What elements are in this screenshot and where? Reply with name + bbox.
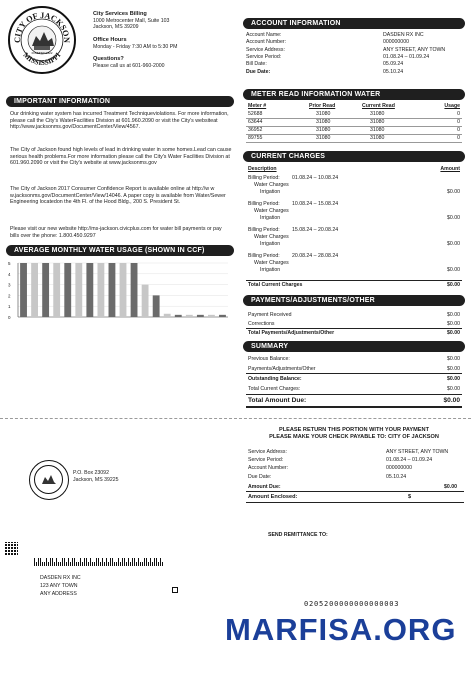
total-payments-label: Total Payments/Adjustments/Other (248, 330, 335, 336)
office-hours-label: Office Hours (93, 36, 127, 43)
meter-cell: 0 (457, 127, 460, 133)
charge-line-irrigation: Irrigation (260, 241, 281, 247)
amount-enclosed-label: Amount Enclosed: (248, 494, 298, 500)
remit-po-box: P.O. Box 23092 (73, 470, 109, 476)
current-charges-header: CURRENT CHARGES (243, 151, 465, 162)
charge-line-water: Water Charges (254, 234, 289, 240)
charge-amount: $0.00 (447, 189, 460, 195)
charge-amount: $0.00 (447, 241, 460, 247)
customer-street: 123 ANY TOWN (40, 583, 78, 589)
city-address-2: Jackson, MS 39209 (93, 24, 139, 31)
billing-period-label: Billing Period: (248, 175, 280, 181)
charge-amount: $0.00 (447, 215, 460, 221)
account-row-label: Account Number: (246, 39, 287, 46)
meter-row-divider (246, 134, 462, 135)
qr-code-small (172, 587, 178, 593)
account-info-table (246, 31, 466, 83)
meter-cell: 52688 (248, 111, 263, 117)
charge-line-water: Water Charges (254, 208, 289, 214)
remit-row-value: 05.10.24 (386, 473, 407, 480)
city-billing-name: City Services Billing (93, 11, 147, 17)
seal-bottom-text: MISSISSIPPI (21, 50, 63, 68)
chart-bar (53, 263, 60, 317)
account-row-value: 01.08.24 – 01.09.24 (383, 53, 430, 60)
meter-cell: 31080 (316, 127, 331, 133)
outstanding-balance-label: Outstanding Balance: (248, 376, 302, 382)
chart-bar (86, 263, 93, 317)
meter-row-divider (246, 142, 462, 143)
important-info-header: IMPORTANT INFORMATION (6, 96, 234, 107)
previous-balance-amount: $0.00 (447, 356, 460, 362)
chart-y-tick: 3 (8, 282, 11, 288)
total-current-charges-label: Total Current Charges (248, 282, 303, 288)
meter-cell: 0 (457, 135, 460, 141)
account-row-label: Service Period: (246, 53, 282, 60)
chart-y-tick: 5 (8, 261, 11, 266)
remit-amount-line (246, 491, 464, 492)
meter-cell: 31080 (370, 127, 385, 133)
meter-col-number: Meter # (248, 103, 267, 109)
chart-bar (75, 263, 82, 317)
meter-cell: 36952 (248, 127, 263, 133)
remit-amount-due-label: Amount Due: (248, 484, 281, 490)
city-seal-small (29, 460, 69, 500)
remit-row-label: Due Date: (248, 473, 272, 480)
charge-line-irrigation: Irrigation (260, 215, 281, 221)
chart-bar (64, 263, 71, 317)
chart-bar (20, 263, 27, 317)
meter-read-table (246, 103, 462, 147)
chart-bar (186, 315, 193, 317)
meter-col-usage: Usage (444, 103, 460, 109)
meter-cell: 31080 (370, 135, 385, 141)
amount-enclosed-line (246, 502, 464, 503)
meter-cell: 31080 (316, 135, 331, 141)
important-paragraph-3: The City of Jackson 2017 Consumer Confidence Report is available online at http://w w w.jacksonms.gov/DocumentCenter/View/14046. A paper copy is available from Water/Sewer Engineering locatedon the 4th Fl. of the Hood Bldg., 200 S. President St. (10, 186, 226, 206)
questions-label: Questions? (93, 56, 124, 63)
meter-cell: 31080 (316, 111, 331, 117)
remit-row-label: Service Period: (248, 457, 284, 464)
meter-cell: 0 (457, 119, 460, 125)
total-amount-due-label: Total Amount Due: (248, 397, 307, 404)
charge-amount: $0.00 (447, 267, 460, 273)
important-paragraph-1: Our drinking water system has incurred Treatment Techniqueviolations. For more information, please call the City's WaterFacilities Division at 601.960.2090 or visit the City's websiteat http://www.jacksonms.gov/DocumentCenter/View/4567. (10, 111, 229, 131)
charges-col-amount: Amount (440, 166, 460, 172)
billing-period-label: Billing Period: (248, 227, 280, 233)
send-remittance-label: SEND REMITTANCE TO: (268, 532, 328, 538)
chart-bar (97, 263, 104, 317)
payments-adjustments-amount: $0.00 (447, 366, 460, 372)
billing-period-label: Billing Period: (248, 253, 280, 259)
outstanding-balance-amount: $0.00 (447, 376, 460, 382)
account-row-value: 000000000 (383, 39, 409, 46)
total-amount-due-amount: $0.00 (443, 397, 460, 404)
account-row-value: 05.10.24 (383, 68, 404, 75)
amount-enclosed-symbol: $ (408, 494, 412, 500)
meter-cell: 31080 (316, 119, 331, 125)
scan-line: 0205200000000000003 (304, 600, 400, 608)
payments-adjustments-label: Payments/Adjustments/Other (248, 366, 316, 372)
remit-info-table (246, 449, 464, 483)
meter-cell: 89755 (248, 135, 263, 141)
remit-row-label: Service Address: (248, 449, 287, 455)
meter-row-divider (246, 118, 462, 119)
account-row-label: Account Name: (246, 32, 282, 38)
city-billing-info (93, 11, 233, 70)
meter-col-prior: Prior Read (309, 103, 336, 109)
payments-header: PAYMENTS/ADJUSTMENTS/OTHER (243, 295, 465, 306)
chart-y-tick: 1 (8, 304, 11, 310)
billing-period-dates: 20.08.24 – 28.08.24 (292, 253, 339, 259)
account-row-value: 05.09.24 (383, 61, 404, 68)
remit-instruction-2: PLEASE MAKE YOUR CHECK PAYABLE TO: CITY OF JACKSON (269, 434, 439, 440)
payment-received-label: Payment Received (248, 312, 292, 318)
chart-bar (120, 263, 127, 317)
remit-row-value: 000000000 (386, 465, 412, 472)
chart-bar (109, 263, 116, 317)
meter-cell: 31080 (370, 111, 385, 117)
water-usage-chart (6, 259, 232, 325)
seal-founded: FOUNDED 1822 (31, 51, 53, 55)
account-row-label: Due Date: (246, 68, 271, 75)
billing-period-label: Billing Period: (248, 201, 280, 207)
chart-y-tick: 0 (8, 315, 11, 320)
total-current-charges-summary-label: Total Current Charges: (248, 386, 301, 392)
chart-bar (219, 315, 226, 317)
charge-line-irrigation: Irrigation (260, 267, 281, 273)
meter-row-divider (246, 126, 462, 127)
account-row-label: Bill Date: (246, 61, 267, 68)
chart-y-tick: 2 (8, 293, 11, 299)
customer-name: DASDEN RX INC (40, 575, 81, 581)
charges-col-description: Description (248, 166, 277, 172)
account-row-label: Service Address: (246, 46, 285, 53)
chart-bar (31, 263, 38, 317)
billing-period-dates: 01.08.24 – 10.08.24 (292, 175, 339, 181)
chart-bar (153, 295, 160, 317)
remit-row-label: Account Number: (248, 465, 289, 472)
office-hours: Monday - Friday 7:30 AM to 5:30 PM (93, 43, 178, 50)
charge-line-water: Water Charges (254, 182, 289, 188)
remit-row-value: ANY STREET, ANY TOWN (386, 449, 449, 455)
meter-cell: 0 (457, 111, 460, 117)
city-seal-small-graphic (30, 461, 67, 498)
chart-bar (164, 314, 171, 317)
account-info-header: ACCOUNT INFORMATION (243, 18, 465, 29)
city-address-1: 1000 Metrocenter Mall, Suite 103 (93, 18, 170, 24)
perforation-line (0, 418, 471, 419)
water-usage-header: AVERAGE MONTHLY WATER USAGE (SHOWN IN CCF) (6, 245, 234, 256)
city-seal (8, 6, 76, 74)
chart-bar (197, 315, 204, 317)
total-current-charges-amount: $0.00 (447, 282, 460, 288)
meter-read-header: METER READ INFORMATION WATER (243, 89, 465, 100)
remit-row-value: 01.08.24 – 01.09.24 (386, 457, 433, 464)
remit-amount-due-value: $0.00 (444, 484, 457, 490)
current-charges-table (246, 166, 462, 290)
summary-header: SUMMARY (243, 341, 465, 352)
important-paragraph-4: Please visit our new website http://ms-jackson.civicplus.com for water bill payments or pay bills over the phone: 1.800.450.9297 (10, 226, 222, 239)
payment-received-amount: $0.00 (447, 312, 460, 318)
chart-bar (142, 285, 149, 317)
questions-phone: Please call us at 601-960-2000 (93, 63, 165, 70)
customer-address: ANY ADDRESS (40, 591, 77, 597)
remit-po-city: Jackson, MS 39225 (73, 477, 119, 483)
corrections-label: Corrections (248, 321, 275, 327)
corrections-amount: $0.00 (447, 321, 460, 327)
qr-code-left (5, 542, 18, 555)
postal-barcode (34, 548, 164, 556)
chart-bar (131, 263, 138, 317)
account-row-value: ANY STREET, ANY TOWN (383, 46, 446, 53)
previous-balance-label: Previous Balance: (248, 356, 290, 362)
chart-bar (175, 315, 182, 317)
billing-period-dates: 10.08.24 – 15.08.24 (292, 201, 339, 207)
total-payments-amount: $0.00 (447, 330, 460, 336)
chart-y-tick: 4 (8, 271, 11, 277)
total-current-charges-summary-amount: $0.00 (447, 386, 460, 392)
important-paragraph-2: The City of Jackson found high levels of lead in drinking water in some homes.Lead can cause serious health problems.For more information please call the City's Water Facilities Division at 601.960.2090 or visit the City's website at www.jacksonms.gov (10, 147, 232, 167)
charge-line-irrigation: Irrigation (260, 189, 281, 195)
chart-bar (42, 263, 49, 317)
chart-bar (208, 315, 215, 317)
payments-table (246, 310, 462, 338)
billing-period-dates: 15.08.24 – 20.08.24 (292, 227, 339, 233)
remit-instruction-1: PLEASE RETURN THIS PORTION WITH YOUR PAYMENT (278, 427, 429, 433)
meter-col-current: Current Read (362, 103, 395, 109)
summary-table (246, 354, 462, 410)
account-row-value: DASDEN RX INC (383, 32, 424, 38)
seal-top-text: CITY OF JACKSON (12, 10, 72, 43)
charge-line-water: Water Charges (254, 260, 289, 266)
watermark: MARFISA.ORG (225, 612, 457, 647)
meter-cell: 63644 (248, 119, 263, 125)
city-seal-graphic (10, 8, 74, 72)
meter-cell: 31080 (370, 119, 385, 125)
